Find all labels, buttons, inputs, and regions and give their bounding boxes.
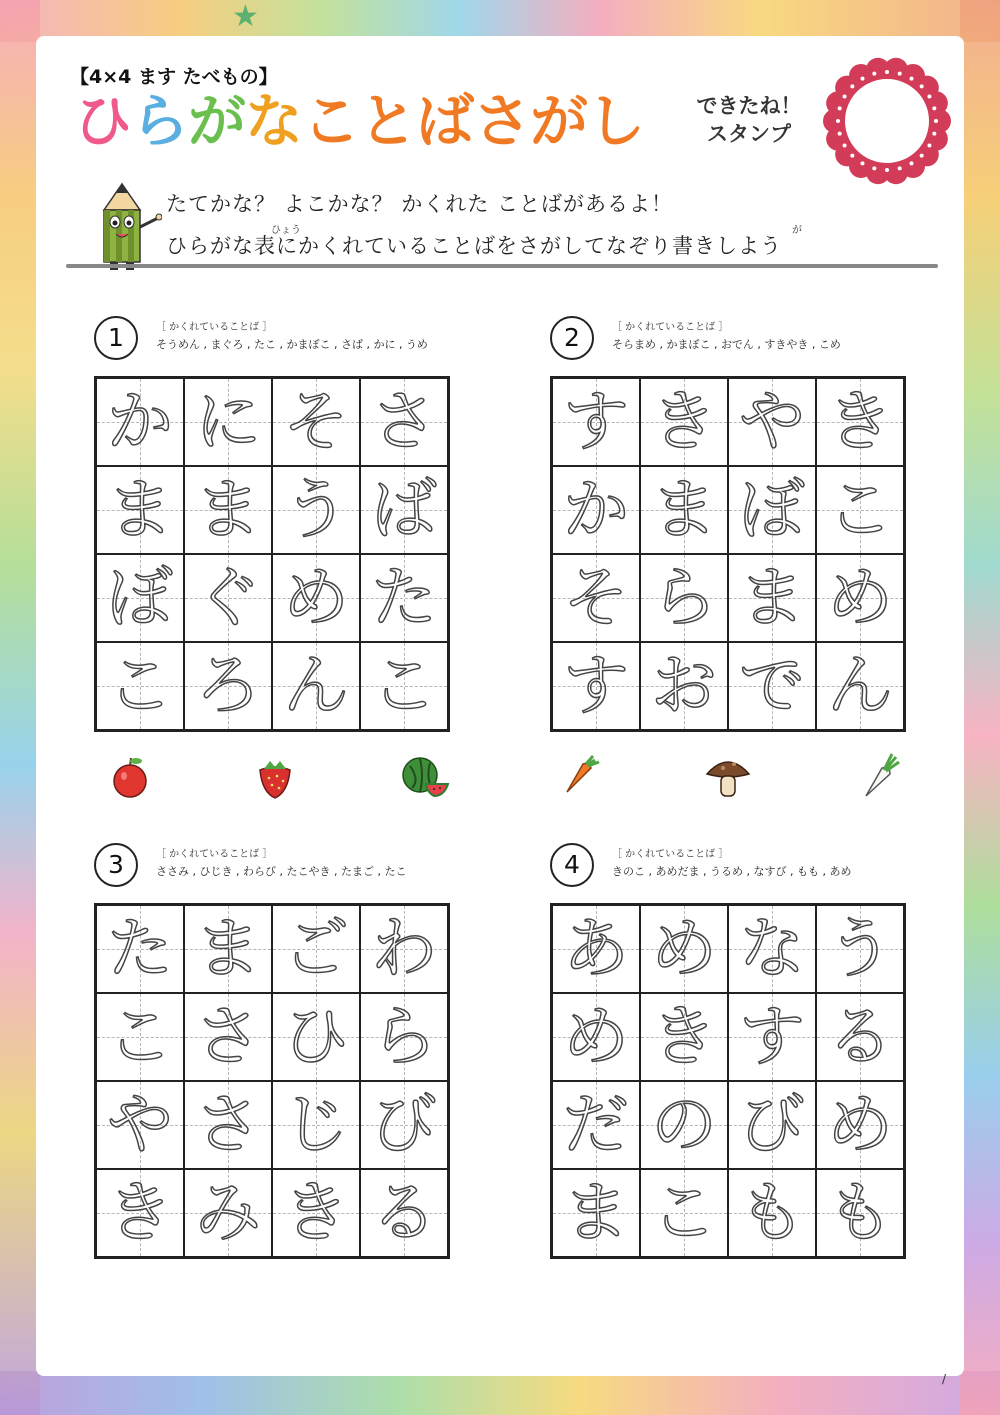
- trace-kana: で: [739, 647, 805, 724]
- grid-cell[interactable]: [552, 905, 640, 993]
- title-char: ら: [131, 87, 189, 155]
- trace-kana: ま: [651, 471, 717, 548]
- grid-cell[interactable]: [640, 1081, 728, 1169]
- grid-cell[interactable]: [184, 378, 272, 466]
- grid-cell[interactable]: [272, 1169, 360, 1257]
- grid-cell[interactable]: [552, 378, 640, 466]
- grid-cell[interactable]: [360, 378, 448, 466]
- stamp-dot: [872, 72, 876, 76]
- ruby-ga: が: [792, 225, 802, 236]
- grid-cell[interactable]: [184, 993, 272, 1081]
- puzzle-number: 4: [550, 843, 594, 887]
- worksheet-title: [74, 87, 645, 155]
- grid-cell[interactable]: [184, 1169, 272, 1257]
- grid-cell[interactable]: [816, 378, 904, 466]
- trace-kana: す: [563, 383, 629, 460]
- trace-kana: さ: [371, 383, 437, 460]
- trace-kana: ろ: [195, 647, 261, 724]
- trace-kana: め: [827, 559, 893, 636]
- strawberry-icon: [250, 752, 300, 802]
- trace-kana: ま: [195, 910, 261, 987]
- trace-kana: じ: [283, 1086, 349, 1163]
- stamp-dot: [932, 106, 936, 110]
- trace-kana: こ: [651, 1174, 717, 1251]
- grid-cell[interactable]: [640, 905, 728, 993]
- stamp-dot: [920, 84, 924, 88]
- hint-heading: ［ かくれていることば ］: [156, 322, 273, 333]
- grid-cell[interactable]: [360, 905, 448, 993]
- trace-kana: さ: [195, 998, 261, 1075]
- trace-kana: お: [651, 647, 717, 724]
- grid-cell[interactable]: [96, 554, 184, 642]
- worksheet-subtitle: 【4×4 ます たべもの】: [70, 66, 278, 88]
- grid-cell[interactable]: [552, 466, 640, 554]
- grid-cell[interactable]: [552, 642, 640, 730]
- hint-words: そうめん , まぐろ , たこ , かまぼこ , さば , かに , うめ: [156, 338, 428, 351]
- pencil-mascot-icon: [82, 182, 162, 272]
- trace-kana: め: [283, 559, 349, 636]
- stamp-dot: [850, 84, 854, 88]
- trace-kana: た: [107, 910, 173, 987]
- grid-cell[interactable]: [728, 466, 816, 554]
- mushroom-icon: [703, 750, 753, 800]
- ruby-hyou: ひょう: [271, 225, 301, 236]
- crayon-frame-bottom: [0, 1371, 1000, 1415]
- grid-cell[interactable]: [552, 993, 640, 1081]
- title-highlight: ことばさがし: [302, 87, 645, 155]
- grid-cell[interactable]: [640, 993, 728, 1081]
- trace-kana: ま: [563, 1174, 629, 1251]
- puzzle-number: 2: [550, 316, 594, 360]
- stamp-dot: [910, 77, 914, 81]
- hint-words: ささみ , ひじき , わらび , たこやき , たまご , たこ: [156, 865, 407, 878]
- trace-kana: あ: [563, 910, 629, 987]
- divider-line: [66, 264, 938, 268]
- trace-kana: き: [827, 383, 893, 460]
- stamp-dot: [843, 144, 847, 148]
- grid-cell[interactable]: [96, 642, 184, 730]
- grid-cell[interactable]: [272, 554, 360, 642]
- grid-cell[interactable]: [552, 554, 640, 642]
- trace-kana: き: [107, 1174, 173, 1251]
- grid-cell[interactable]: [360, 1081, 448, 1169]
- grid-cell[interactable]: [552, 1081, 640, 1169]
- instruction-line-2: ひらがな表にかくれていることばをさがしてなぞり書きしよう: [166, 234, 782, 258]
- trace-kana: ひ: [283, 998, 349, 1075]
- grid-cell[interactable]: [272, 378, 360, 466]
- stamp-dot: [934, 119, 938, 123]
- trace-kana: る: [371, 1174, 437, 1251]
- grid-cell[interactable]: [640, 642, 728, 730]
- stamp-dot: [927, 144, 931, 148]
- trace-kana: る: [827, 998, 893, 1075]
- trace-kana: ぼ: [107, 559, 173, 636]
- grid-cell[interactable]: [360, 466, 448, 554]
- grid-cell[interactable]: [184, 554, 272, 642]
- kana-grid: [550, 903, 906, 1259]
- hint-heading: ［ かくれていることば ］: [156, 849, 273, 860]
- trace-kana: う: [283, 471, 349, 548]
- trace-kana: み: [195, 1174, 261, 1251]
- grid-cell[interactable]: [272, 905, 360, 993]
- stamp-dot: [838, 106, 842, 110]
- stamp-dot: [920, 154, 924, 158]
- puzzle-number: 3: [94, 843, 138, 887]
- grid-cell[interactable]: [816, 1081, 904, 1169]
- stamp-circle-icon: [822, 56, 952, 186]
- trace-kana: ら: [651, 559, 717, 636]
- trace-kana: び: [739, 1086, 805, 1163]
- trace-kana: ば: [371, 471, 437, 548]
- grid-cell[interactable]: [96, 993, 184, 1081]
- trace-kana: ん: [283, 647, 349, 724]
- trace-kana: す: [563, 647, 629, 724]
- grid-cell[interactable]: [272, 993, 360, 1081]
- puzzle-number: 1: [94, 316, 138, 360]
- grid-cell[interactable]: [816, 993, 904, 1081]
- stamp-dot: [850, 154, 854, 158]
- trace-kana: だ: [563, 1086, 629, 1163]
- star-icon: ★: [232, 0, 259, 34]
- stamp-dot: [843, 95, 847, 99]
- grid-cell[interactable]: [272, 642, 360, 730]
- grid-cell[interactable]: [816, 554, 904, 642]
- grid-cell[interactable]: [272, 466, 360, 554]
- watermelon-icon: [400, 750, 450, 800]
- trace-kana: こ: [107, 647, 173, 724]
- stamp-dot: [885, 70, 889, 74]
- kana-grid: [550, 376, 906, 732]
- carrot-icon: [553, 752, 603, 802]
- trace-kana: す: [739, 998, 805, 1075]
- trace-kana: め: [651, 910, 717, 987]
- grid-cell[interactable]: [96, 1081, 184, 1169]
- trace-kana: う: [827, 910, 893, 987]
- stamp-dot: [861, 161, 865, 165]
- grid-cell[interactable]: [360, 554, 448, 642]
- daikon-icon: [852, 750, 902, 800]
- stamp-dot: [910, 161, 914, 165]
- stamp-dot: [872, 166, 876, 170]
- grid-cell[interactable]: [360, 642, 448, 730]
- trace-kana: な: [739, 910, 805, 987]
- grid-cell[interactable]: [96, 466, 184, 554]
- hint-heading: ［ かくれていることば ］: [612, 849, 729, 860]
- grid-cell[interactable]: [728, 642, 816, 730]
- trace-kana: た: [371, 559, 437, 636]
- trace-kana: ご: [283, 910, 349, 987]
- grid-cell[interactable]: [816, 642, 904, 730]
- trace-kana: そ: [283, 383, 349, 460]
- grid-cell[interactable]: [360, 993, 448, 1081]
- stamp-dot: [838, 132, 842, 136]
- grid-cell[interactable]: [640, 1169, 728, 1257]
- grid-cell[interactable]: [360, 1169, 448, 1257]
- grid-cell[interactable]: [184, 466, 272, 554]
- apple-icon: [105, 752, 155, 802]
- grid-cell[interactable]: [816, 466, 904, 554]
- grid-cell[interactable]: [640, 378, 728, 466]
- hint-words: きのこ , あめだま , うるめ , なすび , もも , あめ: [612, 865, 852, 878]
- trace-kana: さ: [195, 1086, 261, 1163]
- trace-kana: ん: [827, 647, 893, 724]
- trace-kana: の: [651, 1086, 717, 1163]
- stamp-dot: [898, 72, 902, 76]
- stamp-dot: [861, 77, 865, 81]
- grid-cell[interactable]: [728, 993, 816, 1081]
- trace-kana: や: [107, 1086, 173, 1163]
- kana-grid: [94, 376, 450, 732]
- grid-cell[interactable]: [552, 1169, 640, 1257]
- trace-kana: ま: [195, 471, 261, 548]
- crayon-frame-right: [960, 0, 1000, 1415]
- trace-kana: に: [195, 383, 261, 460]
- trace-kana: こ: [827, 471, 893, 548]
- trace-kana: ま: [107, 471, 173, 548]
- stamp-label: できたね！スタンプ: [696, 94, 802, 147]
- grid-cell[interactable]: [96, 905, 184, 993]
- hint-words: そらまめ , かまぼこ , おでん , すきやき , こめ: [612, 338, 841, 351]
- grid-cell[interactable]: [728, 1169, 816, 1257]
- trace-kana: き: [651, 383, 717, 460]
- grid-cell[interactable]: [816, 1169, 904, 1257]
- grid-cell[interactable]: [640, 466, 728, 554]
- trace-kana: か: [563, 471, 629, 548]
- stamp-dot: [927, 95, 931, 99]
- grid-cell[interactable]: [816, 905, 904, 993]
- trace-kana: こ: [371, 647, 437, 724]
- page-number: /: [942, 1372, 947, 1386]
- grid-cell[interactable]: [728, 554, 816, 642]
- trace-kana: め: [563, 998, 629, 1075]
- trace-kana: め: [827, 1086, 893, 1163]
- crayon-frame-left: [0, 0, 40, 1415]
- grid-cell[interactable]: [728, 905, 816, 993]
- stamp-dot: [836, 119, 840, 123]
- hint-heading: ［ かくれていることば ］: [612, 322, 729, 333]
- stamp-dot: [885, 168, 889, 172]
- grid-cell[interactable]: [96, 1169, 184, 1257]
- grid-cell[interactable]: [184, 642, 272, 730]
- kana-grid: [94, 903, 450, 1259]
- grid-cell[interactable]: [184, 905, 272, 993]
- trace-kana: も: [739, 1174, 805, 1251]
- grid-cell[interactable]: [640, 554, 728, 642]
- trace-kana: び: [371, 1086, 437, 1163]
- title-char: が: [188, 87, 246, 155]
- trace-kana: ま: [739, 559, 805, 636]
- grid-cell[interactable]: [272, 1081, 360, 1169]
- trace-kana: そ: [563, 559, 629, 636]
- trace-kana: わ: [371, 910, 437, 987]
- stamp-dot: [898, 166, 902, 170]
- trace-kana: や: [739, 383, 805, 460]
- instruction-line-1: たてかな？ よこかな？ かくれた ことばがあるよ！: [166, 192, 674, 216]
- grid-cell[interactable]: [728, 1081, 816, 1169]
- grid-cell[interactable]: [728, 378, 816, 466]
- title-char: な: [245, 87, 303, 155]
- trace-kana: か: [107, 383, 173, 460]
- trace-kana: も: [827, 1174, 893, 1251]
- trace-kana: ぐ: [195, 559, 261, 636]
- grid-cell[interactable]: [184, 1081, 272, 1169]
- trace-kana: き: [651, 998, 717, 1075]
- trace-kana: ら: [371, 998, 437, 1075]
- title-char: ひ: [74, 87, 132, 155]
- trace-kana: ぼ: [739, 471, 805, 548]
- stamp-dot: [932, 132, 936, 136]
- trace-kana: き: [283, 1174, 349, 1251]
- grid-cell[interactable]: [96, 378, 184, 466]
- trace-kana: こ: [107, 998, 173, 1075]
